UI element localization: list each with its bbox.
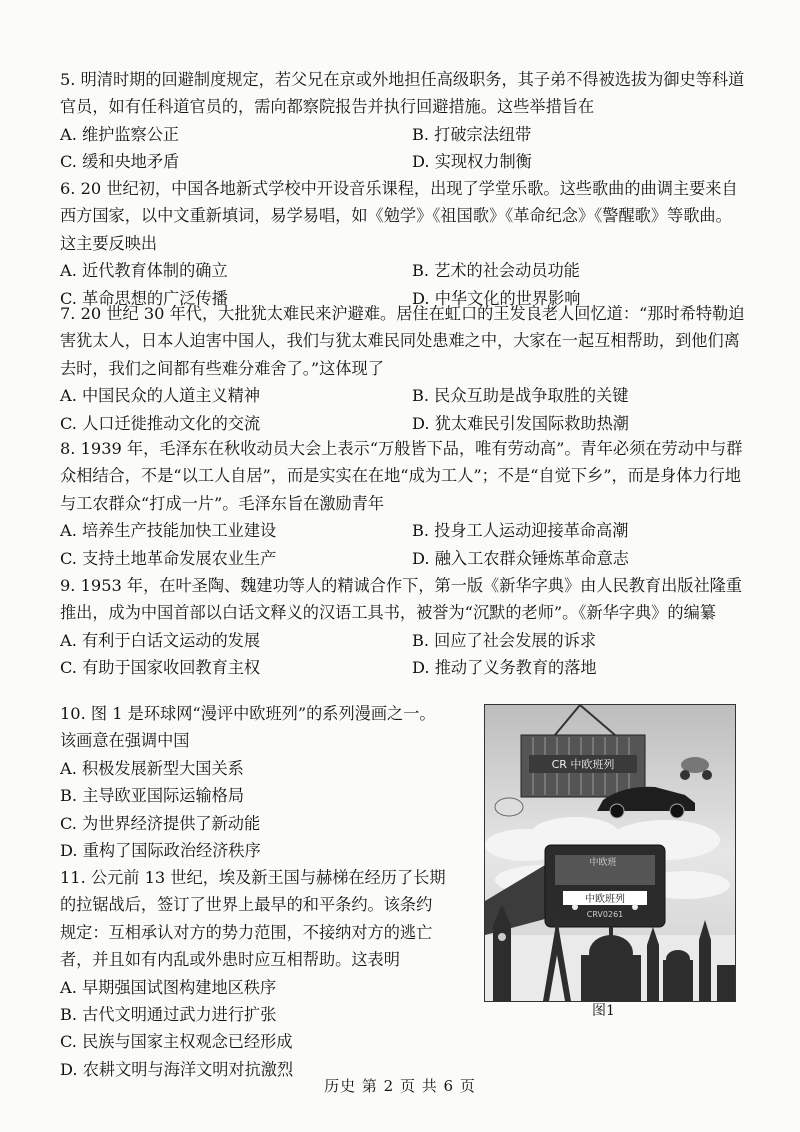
options [60,382,745,437]
option-d[interactable]: D. 农耕文明与海洋文明对抗激烈 [60,1059,294,1079]
option-b[interactable]: B. 回应了社会发展的诉求 [412,630,597,650]
question-stem: 7. 20 世纪 30 年代，大批犹太难民来沪避难。居住在虹口的王发良老人回忆道：“那时希特勒迫害犹太人，日本人迫害中国人，我们与犹太难民同处患难之中，大家在一起互相帮助，到他们离去时，我们之间都有些难分难舍了。”这体现了 [60,304,745,378]
option-c[interactable]: C. 缓和央地矛盾 [60,152,180,172]
question-stem-line: 11. 公元前 13 世纪，埃及新王国与赫梯在经历了长期 [60,868,446,887]
option-c[interactable]: C. 人口迁徙推动文化的交流 [60,413,261,433]
option-b[interactable]: B. 民众互助是战争取胜的关键 [412,386,629,406]
option-a[interactable]: A. 积极发展新型大国关系 [60,758,244,778]
train-label: 中欧班列 [585,894,625,905]
train-plate: CRV0261 [586,910,624,919]
cartoon-illustration [485,705,735,1001]
option-d[interactable]: D. 犹太难民引发国际救助热潮 [412,413,629,433]
options [60,627,745,682]
option-d[interactable]: D. 实现权力制衡 [412,152,532,172]
options [60,517,745,572]
option-b[interactable]: B. 主导欧亚国际运输格局 [60,786,245,806]
question-stem: 8. 1939 年，毛泽东在秋收动员大会上表示“万般皆下品，唯有劳动高”。青年必须在劳动中与群众相结合，不是“以工人自居”，而是实实在在地“成为工人”；不是“自觉下乡”，而是身体力行地与工农群众“打成一片”。毛泽东旨在激励青年 [60,439,743,513]
option-d[interactable]: D. 重构了国际政治经济秩序 [60,840,261,860]
question-11 [60,864,475,1083]
option-c[interactable]: C. 革命思想的广泛传播 [60,288,228,308]
page-footer: 历史 第 2 页 共 6 页 [324,1077,476,1095]
question-stem-line: 规定：互相承认对方的势力范围，不接纳对方的逃亡 [60,922,433,942]
question-9 [60,572,745,682]
question-8 [60,435,745,572]
question-10 [60,700,475,864]
question-stem: 5. 明清时期的回避制度规定，若父兄在京或外地担任高级职务，其子弟不得被选拔为御史等科道官员，如有任科道官员的，需向都察院报告并执行回避措施。这些举措旨在 [60,70,745,117]
option-b[interactable]: B. 投身工人运动迎接革命高潮 [412,521,629,541]
option-a[interactable]: A. 中国民众的人道主义精神 [60,386,261,406]
option-a[interactable]: A. 维护监察公正 [60,124,180,144]
question-stem-line: 者，并且如有内乱或外患时应互相帮助。这表明 [60,950,400,970]
option-a[interactable]: A. 早期强国试图构建地区秩序 [60,977,277,997]
option-b[interactable]: B. 艺术的社会动员功能 [412,261,580,281]
options [60,974,475,1084]
question-7 [60,300,745,437]
option-a[interactable]: A. 有利于白话文运动的发展 [60,630,261,650]
question-5 [60,66,745,176]
figure-1-cartoon [484,704,736,1002]
option-c[interactable]: C. 有助于国家收回教育主权 [60,658,261,678]
question-stem-line: 的拉锯战后，签订了世界上最早的和平条约。该条约 [60,895,433,915]
question-6 [60,175,745,312]
option-a[interactable]: A. 培养生产技能加快工业建设 [60,521,277,541]
option-a[interactable]: A. 近代教育体制的确立 [60,261,228,281]
shipping-container [521,735,645,797]
option-b[interactable]: B. 古代文明通过武力进行扩张 [60,1005,277,1025]
option-d[interactable]: D. 推动了义务教育的落地 [412,658,597,678]
option-c[interactable]: C. 为世界经济提供了新动能 [60,813,261,833]
options [60,121,745,176]
option-c[interactable]: C. 民族与国家主权观念已经形成 [60,1032,293,1052]
question-stem-line: 10. 图 1 是环球网“漫评中欧班列”的系列漫画之一。 [60,704,436,723]
option-c[interactable]: C. 支持土地革命发展农业生产 [60,548,277,568]
options [60,755,475,865]
question-stem-line: 该画意在强调中国 [60,731,190,751]
engine-label: 中欧班 [589,858,617,868]
question-stem: 9. 1953 年，在叶圣陶、魏建功等人的精诚合作下，第一版《新华字典》由人民教育出版社隆重推出，成为中国首部以白话文释义的汉语工具书，被誉为“沉默的老师”。《新华字典》的编纂 [60,576,743,623]
question-stem: 6. 20 世纪初，中国各地新式学校中开设音乐课程，出现了学堂乐歌。这些歌曲的曲调主要来自西方国家，以中文重新填词，易学易唱，如《勉学》《祖国歌》《革命纪念》《警醒歌》等歌曲。这主要反映出 [60,179,738,253]
figure-caption: 图1 [592,1003,615,1019]
option-d[interactable]: D. 融入工农群众锤炼革命意志 [412,548,629,568]
option-d[interactable]: D. 中华文化的世界影响 [412,288,581,308]
option-b[interactable]: B. 打破宗法纽带 [412,124,532,144]
container-label: CR 中欧班列 [551,758,615,771]
